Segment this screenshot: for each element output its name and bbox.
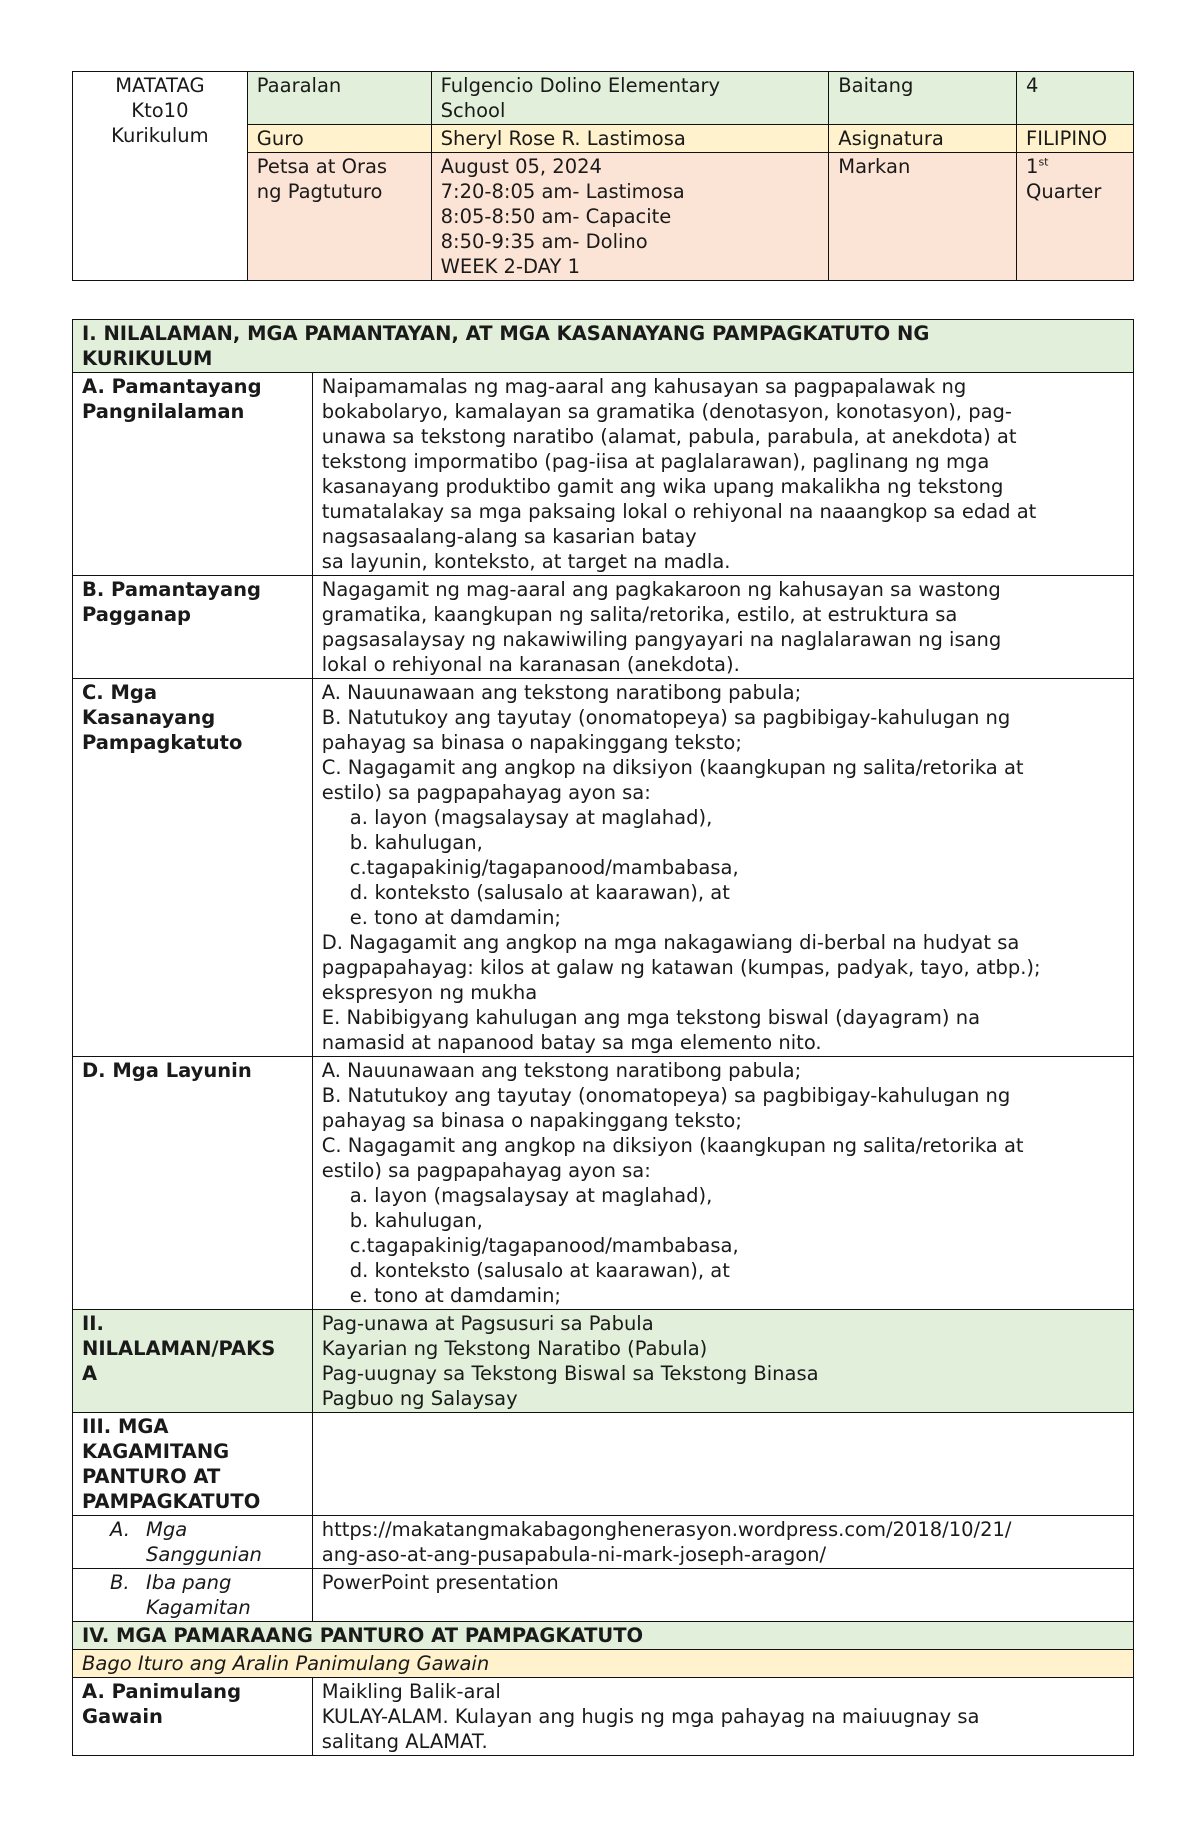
iba-pang-kagamitan-label <box>73 1569 313 1622</box>
school-value <box>431 72 829 125</box>
text-line: D. Nagagamit ang angkop na mga nakagawiang di-berbal na hudyat sa <box>321 931 1020 954</box>
sub-item: c.tagapakinig/tagapanood/mambabasa, <box>349 1234 739 1257</box>
text-line: unawa sa tekstong naratibo (alamat, pabula, parabula, at anekdota) at <box>321 425 1017 448</box>
label-line: A. Pamantayang <box>82 375 262 398</box>
date-label-line: Petsa at Oras <box>256 155 388 178</box>
text-line: gramatika, kaangkupan ng salita/retorika, estilo, at estruktura sa <box>321 603 958 626</box>
text-line: Nagagamit ng mag-aaral ang pagkakaroon ng kahusayan sa wastong <box>321 578 1001 601</box>
text-line: Pag-unawa at Pagsusuri sa Pabula <box>321 1312 654 1335</box>
label-line: PAMPAGKATUTO <box>82 1490 261 1513</box>
subject-value: FILIPINO <box>1017 125 1134 153</box>
panimulang-gawain-value <box>312 1678 1133 1756</box>
sanggunian-value <box>312 1516 1133 1569</box>
text-line: C. Nagagamit ang angkop na diksiyon (kaangkupan ng salita/retorika at <box>321 756 1024 779</box>
label-line: III. MGA <box>82 1415 169 1438</box>
date-line: August 05, 2024 <box>440 155 602 178</box>
label-line: NILALAMAN/PAKS <box>82 1337 276 1360</box>
pamantayang-pangnilalaman-label <box>73 373 313 576</box>
sub-item: e. tono at damdamin; <box>349 1284 561 1307</box>
text-line: Naipamamalas ng mag-aaral ang kahusayan sa pagpapalawak ng <box>321 375 967 398</box>
text-line: Maikling Balik-aral <box>321 1680 501 1703</box>
label-line: D. Mga Layunin <box>82 1059 252 1082</box>
teacher-label: Guro <box>247 125 431 153</box>
text-line: Kayarian ng Tekstong Naratibo (Pabula) <box>321 1337 708 1360</box>
sub-item: b. kahulugan, <box>349 1209 483 1232</box>
section1-title <box>73 320 1134 373</box>
text-line: pagsasalaysay ng nakawiwiling pangyayari na naglalarawan ng isang <box>321 628 1002 651</box>
date-label <box>247 153 431 281</box>
quarter-number <box>1026 154 1124 179</box>
mga-layunin-value <box>312 1057 1133 1310</box>
sub-item: a. layon (magsalaysay at maglahad), <box>349 1184 713 1207</box>
label-line: Pampagkatuto <box>82 731 243 754</box>
pamantayang-pagganap-value <box>312 576 1133 679</box>
kagamitang-panturo-value <box>312 1413 1133 1516</box>
text-line: sa layunin, konteksto, at target na madla. <box>321 550 731 573</box>
label-line: A. Panimulang <box>82 1680 242 1703</box>
quarter-word: Quarter <box>1026 180 1102 203</box>
section4-title: IV. MGA PAMARAANG PANTURO AT PAMPAGKATUTO <box>73 1622 1134 1650</box>
label-line: Kasanayang <box>82 706 216 729</box>
kasanayang-pampagkatuto-value <box>312 679 1133 1057</box>
text-line: pahayag sa binasa o napakinggang teksto; <box>321 1109 742 1132</box>
sub-item: c.tagapakinig/tagapanood/mambabasa, <box>349 856 739 879</box>
header-table <box>72 71 1134 281</box>
school-label: Paaralan <box>247 72 431 125</box>
text-line: estilo) sa pagpapahayag ayon sa: <box>321 781 651 804</box>
nilalaman-paksa-label <box>73 1310 313 1413</box>
text-line: kasanayang produktibo gamit ang wika upang makalikha ng tekstong <box>321 475 1004 498</box>
school-line: Fulgencio Dolino Elementary <box>440 74 721 97</box>
reference-link[interactable]: ang-aso-at-ang-pusapabula-ni-mark-joseph-aragon/ <box>321 1543 827 1566</box>
text-line: E. Nabibigyang kahulugan ang mga tekstong biswal (dayagram) na <box>321 1006 981 1029</box>
list-marker: B. <box>110 1571 130 1594</box>
text-line: nagsasaalang-alang sa kasarian batay <box>321 525 697 548</box>
date-value <box>431 153 829 281</box>
quarter-num: 1 <box>1026 155 1039 178</box>
quarter-sup: st <box>1038 155 1049 169</box>
label-line: B. Pamantayang <box>82 578 261 601</box>
panimulang-gawain-label <box>73 1678 313 1756</box>
curriculum-line: Kto10 <box>131 99 189 122</box>
pamantayang-pangnilalaman-value <box>312 373 1133 576</box>
label-line: C. Mga <box>82 681 158 704</box>
text-line: B. Natutukoy ang tayutay (onomatopeya) sa pagbibigay-kahulugan ng <box>321 706 1011 729</box>
text-line: Pag-uugnay sa Tekstong Biswal sa Tekstong Binasa <box>321 1362 819 1385</box>
grade-label: Baitang <box>829 72 1017 125</box>
sub-item: d. konteksto (salusalo at kaarawan), at <box>349 1259 730 1282</box>
school-line: School <box>440 99 506 122</box>
text-line: A. Nauunawaan ang tekstong naratibong pabula; <box>321 681 802 704</box>
curriculum-line: Kurikulum <box>111 124 209 147</box>
text-line: B. Natutukoy ang tayutay (onomatopeya) sa pagbibigay-kahulugan ng <box>321 1084 1011 1107</box>
label-line: KAGAMITANG <box>82 1440 230 1463</box>
date-line: 7:20-8:05 am- Lastimosa <box>440 180 685 203</box>
reference-link[interactable]: https://makatangmakabagonghenerasyon.wordpress.com/2018/10/21/ <box>321 1518 1012 1541</box>
label-line: Mga <box>146 1518 188 1541</box>
label-line: Pangnilalaman <box>82 400 245 423</box>
text-line: tumatalakay sa mga paksaing lokal o rehiyonal na naaangkop sa edad at <box>321 500 1037 523</box>
sub-item: e. tono at damdamin; <box>349 906 561 929</box>
subject-label: Asignatura <box>829 125 1017 153</box>
text-line: bokabolaryo, kamalayan sa gramatika (denotasyon, konotasyon), pag- <box>321 400 1012 423</box>
teacher-value: Sheryl Rose R. Lastimosa <box>431 125 829 153</box>
section1-title-line: KURIKULUM <box>82 347 213 370</box>
mga-layunin-label <box>73 1057 313 1310</box>
label-line: PANTURO AT <box>82 1465 221 1488</box>
date-label-line: ng Pagtuturo <box>256 180 383 203</box>
text-line: C. Nagagamit ang angkop na diksiyon (kaangkupan ng salita/retorika at <box>321 1134 1024 1157</box>
grade-value: 4 <box>1017 72 1134 125</box>
kasanayang-pampagkatuto-label <box>73 679 313 1057</box>
sub-item: d. konteksto (salusalo at kaarawan), at <box>349 881 730 904</box>
curriculum-line: MATATAG <box>115 74 205 97</box>
text-line: pahayag sa binasa o napakinggang teksto; <box>321 731 742 754</box>
nilalaman-paksa-value <box>312 1310 1133 1413</box>
text-line: Pagbuo ng Salaysay <box>321 1387 518 1410</box>
text-line: salitang ALAMAT. <box>321 1730 488 1753</box>
kagamitang-panturo-label <box>73 1413 313 1516</box>
text-line: KULAY-ALAM. Kulayan ang hugis ng mga pahayag na maiuugnay sa <box>321 1705 980 1728</box>
quarter-label: Markan <box>829 153 1017 281</box>
date-line: WEEK 2-DAY 1 <box>440 255 581 278</box>
label-line: Kagamitan <box>146 1596 251 1619</box>
sub-item: b. kahulugan, <box>349 831 483 854</box>
label-line: A <box>82 1362 98 1385</box>
label-line: Sanggunian <box>146 1543 262 1566</box>
label-line: II. <box>82 1312 104 1335</box>
quarter-value <box>1017 153 1134 281</box>
text-line: estilo) sa pagpapahayag ayon sa: <box>321 1159 651 1182</box>
text-line: ekspresyon ng mukha <box>321 981 538 1004</box>
section4-subheader: Bago Ituro ang Aralin Panimulang Gawain <box>73 1650 1134 1678</box>
pamantayang-pagganap-label <box>73 576 313 679</box>
text-line: lokal o rehiyonal na karanasan (anekdota). <box>321 653 740 676</box>
label-line: Pagganap <box>82 603 192 626</box>
label-line: Iba pang <box>146 1571 232 1594</box>
iba-pang-kagamitan-value: PowerPoint presentation <box>312 1569 1133 1622</box>
label-line: Gawain <box>82 1705 163 1728</box>
sub-item: a. layon (magsalaysay at maglahad), <box>349 806 713 829</box>
list-marker: A. <box>110 1518 130 1541</box>
content-table <box>72 319 1134 1756</box>
text-line: pagpapahayag: kilos at galaw ng katawan (kumpas, padyak, tayo, atbp.); <box>321 956 1041 979</box>
sanggunian-label <box>73 1516 313 1569</box>
text-line: tekstong impormatibo (pag-iisa at paglalarawan), paglinang ng mga <box>321 450 990 473</box>
date-line: 8:05-8:50 am- Capacite <box>440 205 672 228</box>
date-line: 8:50-9:35 am- Dolino <box>440 230 648 253</box>
curriculum-cell <box>73 72 248 281</box>
section1-title-line: I. NILALAMAN, MGA PAMANTAYAN, AT MGA KASANAYANG PAMPAGKATUTO NG <box>82 322 930 345</box>
text-line: A. Nauunawaan ang tekstong naratibong pabula; <box>321 1059 802 1082</box>
text-line: namasid at napanood batay sa mga elemento nito. <box>321 1031 822 1054</box>
